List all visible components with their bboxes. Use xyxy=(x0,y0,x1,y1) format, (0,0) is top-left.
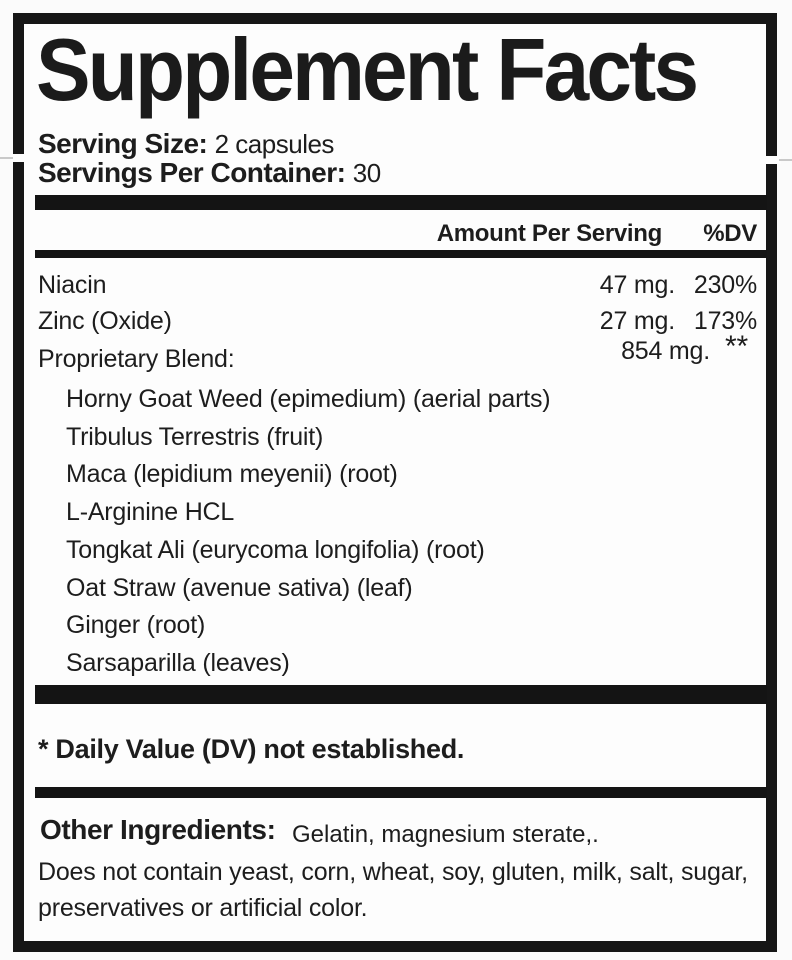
blend-ingredient: Ginger (root) xyxy=(66,611,206,640)
disclaimer-line-2: preservatives or artificial color. xyxy=(38,894,368,922)
serving-size-value: 2 capsules xyxy=(214,129,334,159)
nutrient-amount: 47 mg. xyxy=(599,271,675,299)
serving-size-label: Serving Size: xyxy=(38,128,208,159)
blend-ingredient: Tribulus Terrestris (fruit) xyxy=(66,422,324,451)
blend-ingredient: Oat Straw (avenue sativa) (leaf) xyxy=(66,573,413,602)
nutrient-dv: 230% xyxy=(693,271,757,299)
nutrient-name: Niacin xyxy=(38,271,107,299)
border-notch-left xyxy=(11,154,26,162)
other-ingredients-value: Gelatin, magnesium sterate,. xyxy=(292,821,599,848)
edge-tick-right xyxy=(779,159,792,161)
blend-ingredient-list xyxy=(66,381,550,683)
servings-per-container-label: Servings Per Container: xyxy=(38,157,346,188)
divider-bar-medium xyxy=(35,787,767,798)
daily-value-footnote: * Daily Value (DV) not established. xyxy=(38,734,465,764)
blend-ingredient: Tongkat Ali (eurycoma longifolia) (root) xyxy=(66,535,485,564)
nutrient-dv: 173% xyxy=(693,307,757,335)
disclaimer-line-1: Does not contain yeast, corn, wheat, soy, gluten, milk, salt, sugar, xyxy=(38,858,748,886)
page-title: Supplement Facts xyxy=(36,20,697,119)
amount-per-serving-header: Amount Per Serving xyxy=(436,220,662,247)
percent-dv-header: %DV xyxy=(703,220,757,247)
blend-ingredient: Maca (lepidium meyenii) (root) xyxy=(66,460,398,489)
nutrient-name: Proprietary Blend: xyxy=(38,345,235,373)
servings-per-container-line xyxy=(38,157,381,189)
divider-bar-thin xyxy=(35,250,767,258)
servings-per-container-value: 30 xyxy=(352,158,381,188)
divider-bar-thick-middle xyxy=(35,685,767,704)
nutrient-name: Zinc (Oxide) xyxy=(38,307,172,335)
blend-ingredient: Horny Goat Weed (epimedium) (aerial parts) xyxy=(66,385,551,413)
nutrient-dv-asterisks: ** xyxy=(725,330,748,363)
other-ingredients-label: Other Ingredients: xyxy=(40,814,276,845)
blend-ingredient: L-Arginine HCL xyxy=(66,498,235,527)
divider-bar-thick-top xyxy=(35,195,767,210)
serving-size-line xyxy=(38,128,334,160)
edge-tick-left xyxy=(0,157,13,159)
nutrient-amount: 854 mg. xyxy=(621,337,710,365)
blend-ingredient: Sarsaparilla (leaves) xyxy=(66,648,290,677)
nutrient-amount: 27 mg. xyxy=(599,307,675,335)
